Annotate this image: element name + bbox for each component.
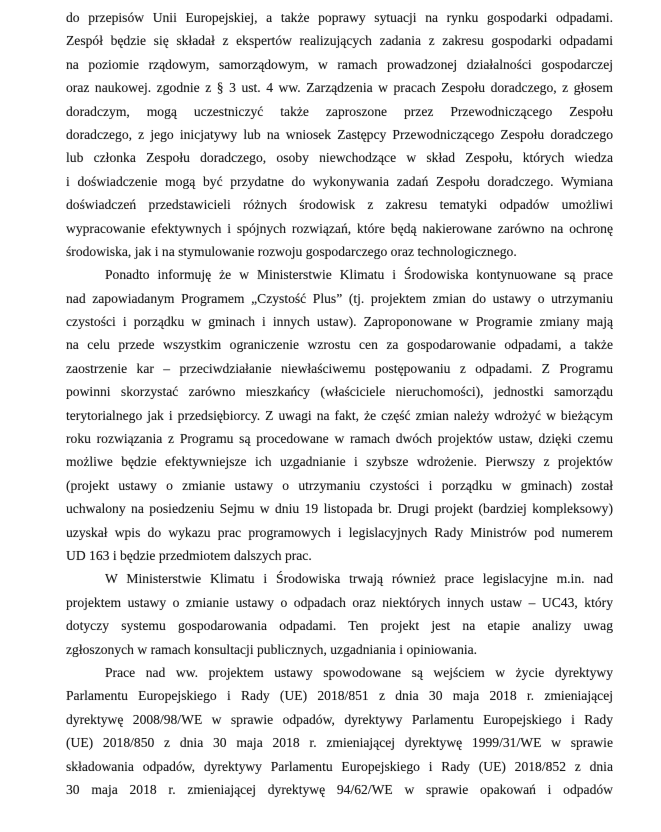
text-line: możliwe będzie efektywniejsze ich uzgadnianie i szybsze wdrożenie. Pierwszy z projektów — [66, 454, 613, 470]
text-line: doradczym, mogą uczestniczyć także zaproszone przez Przewodniczącego Zespołu — [66, 103, 613, 119]
text-line: powinni skorzystać zarówno mieszkańcy (właściciele nieruchomości), jednostki samorządu — [66, 384, 613, 400]
text-line: zgłoszonych w ramach konsultacji publicznych, uzgadniania i opiniowania. — [66, 641, 478, 657]
text-line: uchwalony na posiedzeniu Sejmu w dniu 19 listopada br. Drugi projekt (bardziej kompleksowy) — [66, 501, 613, 517]
text-line: lub członka Zespołu doradczego, osoby niewchodzące w skład Zespołu, których wiedza — [66, 150, 613, 166]
paragraph-3 — [66, 567, 613, 661]
paragraph-2 — [66, 263, 613, 567]
text-line: Parlamentu Europejskiego i Rady (UE) 2018/851 z dnia 30 maja 2018 r. zmieniającej — [66, 688, 613, 704]
text-line: doradczego, z jego inicjatywy lub na wniosek Zastępcy Przewodniczącego Zespołu doradczego — [66, 126, 613, 142]
text-line: zaostrzenie kar – przeciwdziałanie niewłaściwemu postępowaniu z odpadami. Z Programu — [66, 360, 613, 376]
text-line: czystości i porządku w gminach i innych ustaw). Zaproponowane w Programie zmiany mają — [66, 314, 613, 330]
text-line: (projekt ustawy o zmianie ustawy o utrzymaniu czystości i porządku w gminach) został — [66, 477, 613, 493]
text-line: na celu przede wszystkim ograniczenie wzrostu cen za gospodarowanie odpadami, a także — [66, 337, 613, 353]
text-line: UD 163 i będzie przedmiotem dalszych prac. — [66, 547, 312, 563]
text-line: doświadczeń przedstawicieli różnych środowisk z zakresu tematyki odpadów umożliwi — [66, 197, 613, 213]
text-line: uzyskał wpis do wykazu prac programowych i legislacyjnych Rady Ministrów pod numerem — [66, 524, 613, 540]
text-line: (UE) 2018/850 z dnia 30 maja 2018 r. zmieniającej dyrektywę 1999/31/WE w sprawie — [66, 735, 613, 751]
text-line: W Ministerstwie Klimatu i Środowiska trwają również prace legislacyjne m.in. nad — [105, 571, 613, 587]
text-line: projektem ustawy o zmianie ustawy o odpadach oraz niektórych innych ustaw – UC43, który — [66, 594, 613, 610]
text-line: Zespół będzie się składał z ekspertów realizujących zadania z zakresu gospodarki odpadami — [66, 33, 613, 49]
paragraph-1 — [66, 6, 613, 263]
text-line: terytorialnego jak i przedsiębiorcy. Z uwagi na fakt, że część zmian należy wdrożyć w bieżącym — [66, 407, 613, 423]
text-line: i doświadczenie mogą być przydatne do wykonywania zadań Zespołu doradczego. Wymiana — [66, 173, 613, 189]
text-line: dotyczy systemu gospodarowania odpadami. Ten projekt jest na etapie analizy uwag — [66, 618, 613, 634]
text-line: wypracowanie efektywnych i spójnych rozwiązań, które będą nakierowane zarówno na ochronę — [66, 220, 613, 236]
text-line: środowiska, jak i na stymulowanie rozwoju gospodarczego oraz technologicznego. — [66, 243, 517, 259]
paragraph-4 — [66, 661, 613, 801]
text-line: do przepisów Unii Europejskiej, a także poprawy sytuacji na rynku gospodarki odpadami. — [66, 10, 613, 25]
text-line: Ponadto informuję że w Ministerstwie Klimatu i Środowiska kontynuowane są prace — [105, 267, 613, 283]
text-line: oraz naukowej. zgodnie z § 3 ust. 4 ww. Zarządzenia w pracach Zespołu doradczego, z głosem — [66, 80, 613, 96]
text-line: na poziomie rządowym, samorządowym, w ramach prowadzonej działalności gospodarczej — [66, 56, 613, 72]
text-line: nad zapowiadanym Programem „Czystość Plus” (tj. projektem zmian do ustawy o utrzymaniu — [66, 290, 613, 306]
document-body — [66, 6, 613, 801]
text-line: składowania odpadów, dyrektywy Parlamentu Europejskiego i Rady (UE) 2018/852 z dnia — [66, 758, 613, 774]
text-line: Prace nad ww. projektem ustawy spowodowane są wejściem w życie dyrektywy — [105, 664, 613, 680]
text-line: 30 maja 2018 r. zmieniającej dyrektywę 94/62/WE w sprawie opakowań i odpadów — [66, 781, 613, 797]
text-line: dyrektywę 2008/98/WE w sprawie odpadów, dyrektywy Parlamentu Europejskiego i Rady — [66, 711, 613, 727]
text-line: roku rozwiązania z Programu są procedowane w ramach dwóch projektów ustaw, dzięki czemu — [66, 431, 613, 447]
